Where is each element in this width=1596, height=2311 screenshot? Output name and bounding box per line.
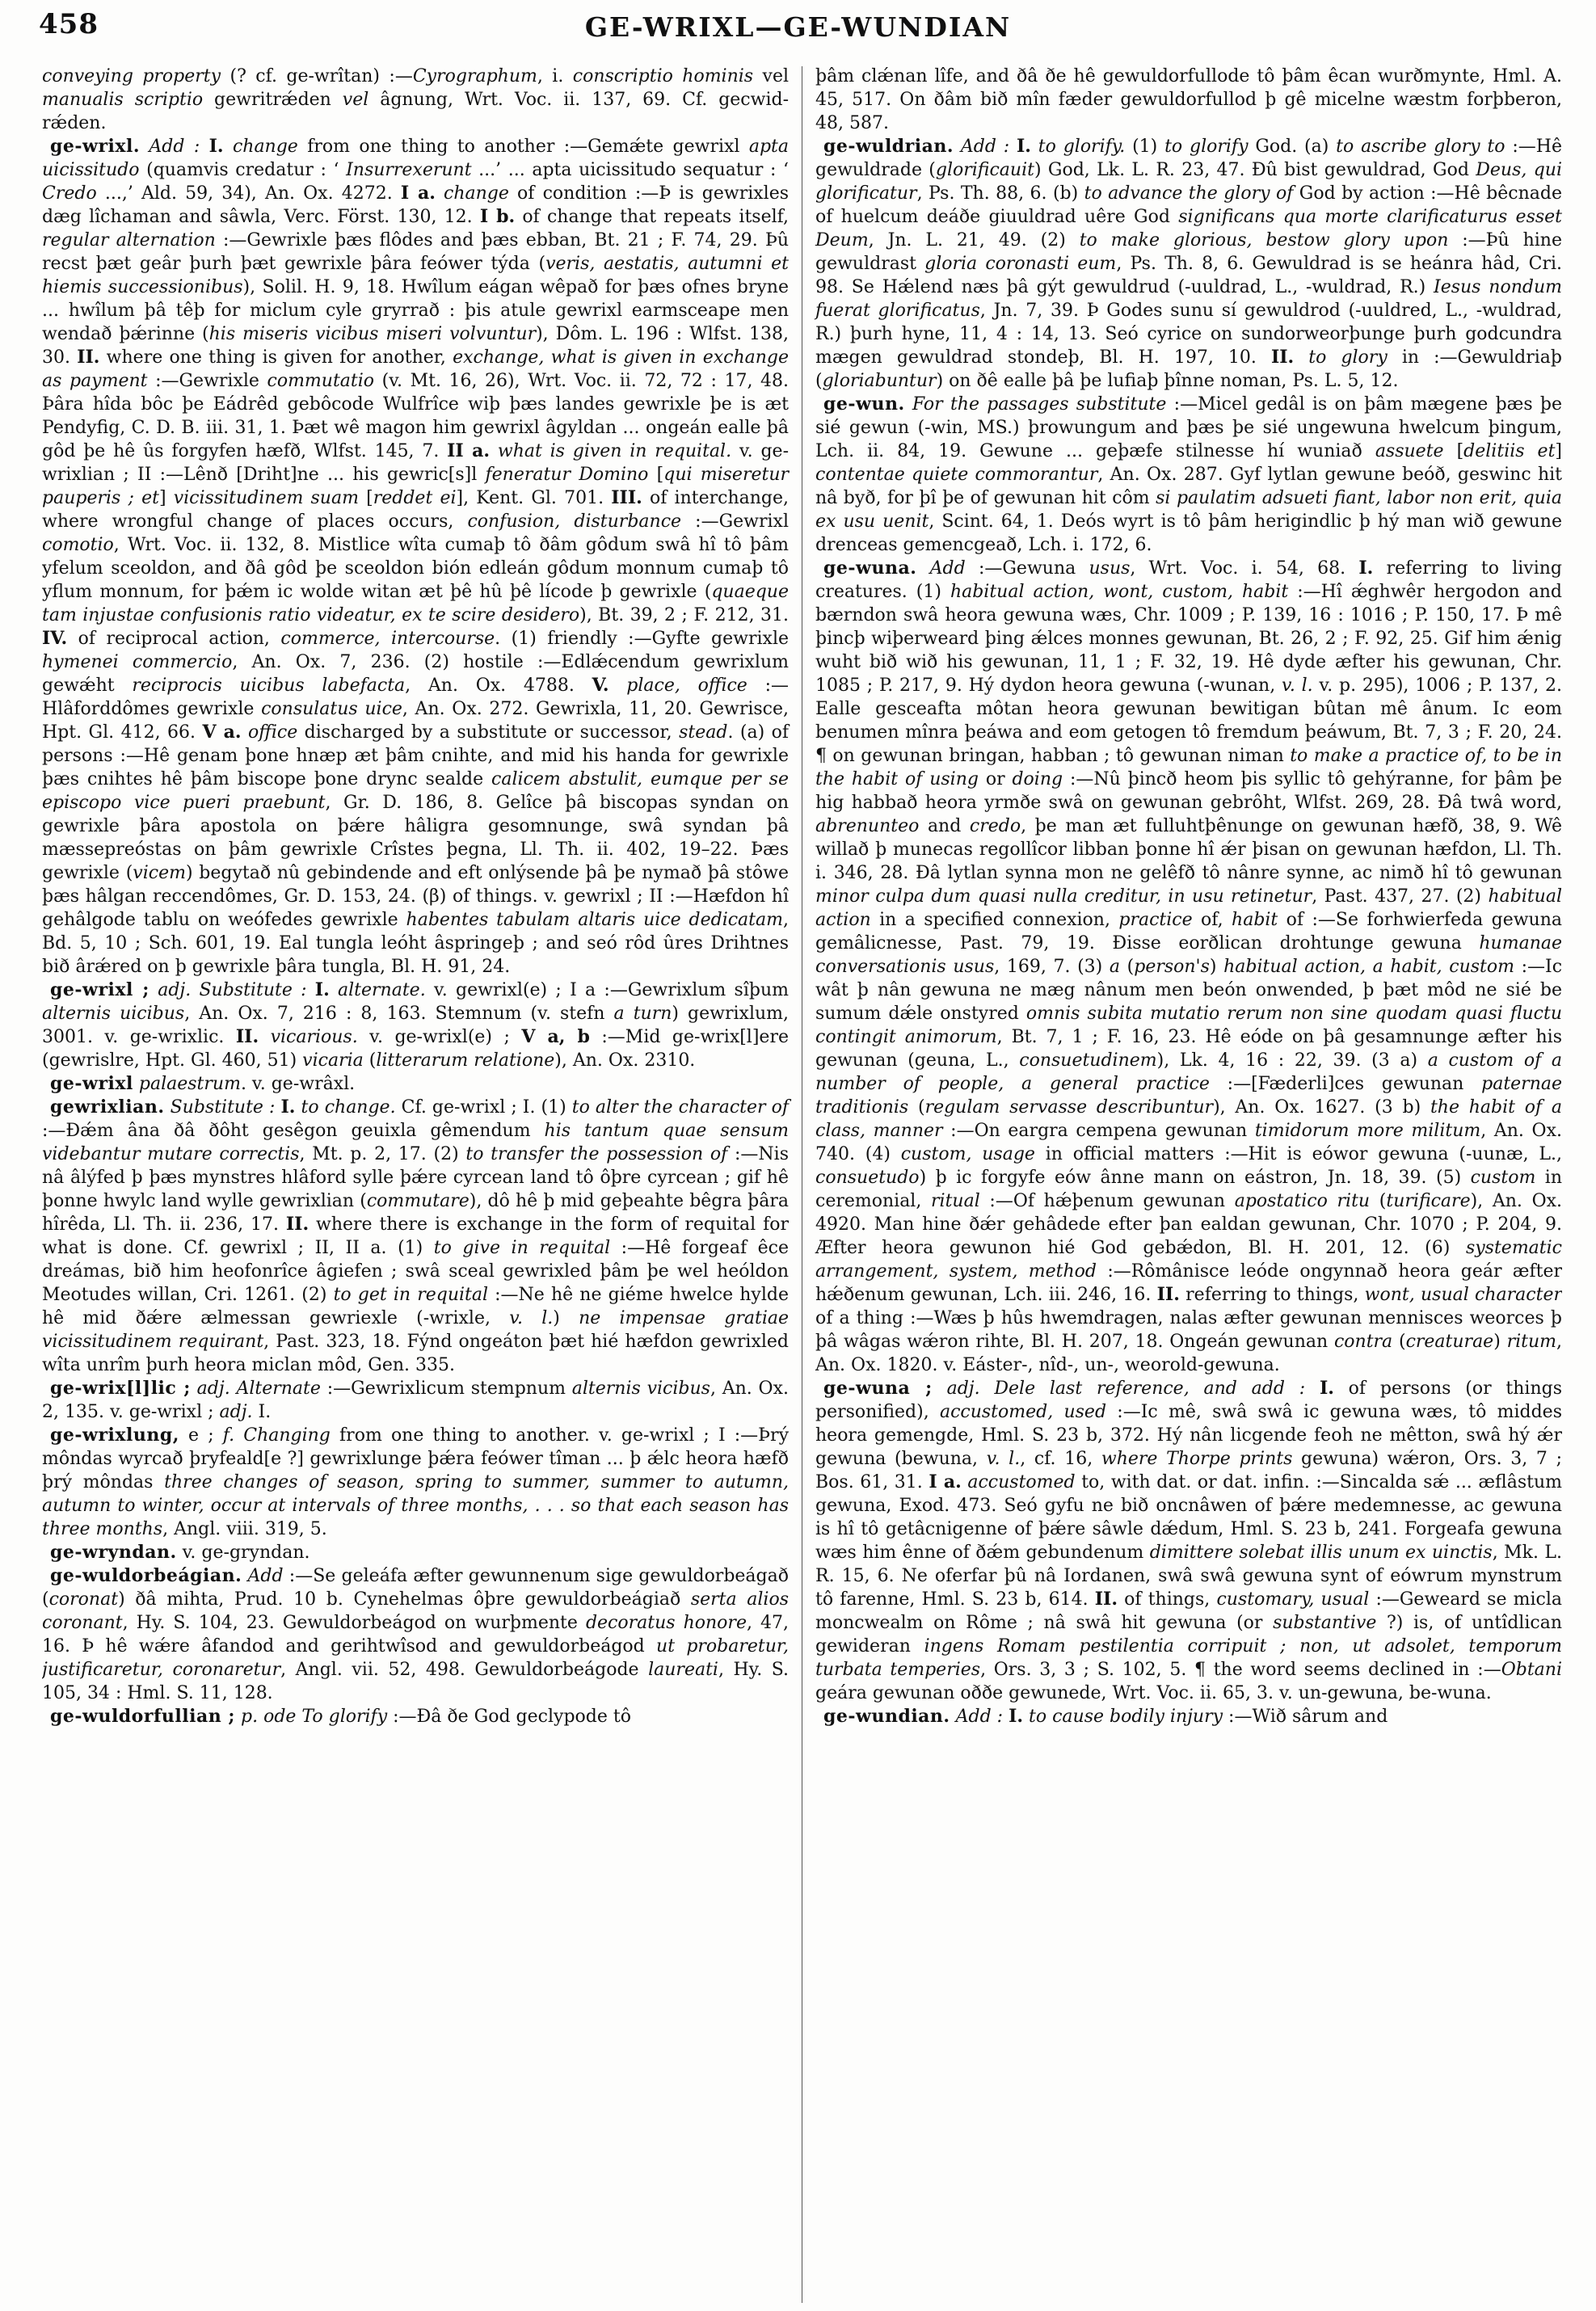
text-block [42,65,1562,2303]
entry-headword: ge-wuldorfullian ; [50,1706,236,1727]
entry-body: Substitute : I. to change. Cf. ge-wrixl ; I. (1) to alter the character of :—Ðǽm âna ðâ ðôht gesêgon geuixla gêmendum his tantum quae sensum videbantur mutare correctis, Mt. p. 2, 17. (2) to transfer the possession of :—Nis nâ âlýfed þ þæs mynstres hlâford sylle þǽre cyrcean land tô ôþre cyrcean ; gif hê þonne hwylc land wylle gewrixlian (commutare), dô hê þ mid geþeahte bêgra þâra hîrêda, Ll. Th. ii. 236, 17. II. where there is exchange in the form of requital for what is done. Cf. gewrixl ; II, II a. (1) to give in requital :—Hê forgeaf êce dreámas, bið him heofonrîce âgiefen ; swâ sceal gewrixled þâm þe wel heóldon Meotudes willan, Cri. 1261. (2) to get in requital :—Ne hê ne giéme hwelce hylde hê mid ðǽre ælmessan gewriexle (-wrixle, v. l.) ne impensae gratiae vicissitudinem requirant, Past. 323, 18. Fýnd ongeáton þæt hié hæfdon gewrixled wîta unrîm þurh heora miclan môd, Gen. 335. [42,1097,790,1375]
dictionary-entry [815,1705,1562,1728]
entry-headword: gewrixlian. [50,1097,165,1118]
entry-body: adj. Dele last reference, and add : I. of persons (or things personified), accustomed, used :—Ic mê, swâ swâ ic gewuna wæs, tô middes heora gemengde, Hml. S. 23 b, 372. Hý nân licgende feoh ne mêtton, swâ hý ǽr gewuna (bewuna, v. l., cf. 16, where Thorpe prints gewuna) wǽron, Ors. 3, 7 ; Bos. 61, 31. I a. accustomed to, with dat. or dat. infin. :—Sincalda sǽ ... æflâstum gewuna, Exod. 473. Seó gyfu ne bið oncnâwen of þǽre medemnesse, ac gewuna is hî tô getâcnigenne of þǽre sâwle dǽdum, Hml. S. 23 b, 241. Forgeafa gewuna wæs him ênne of ðǽm gebundenum dimittere solebat illis unum ex uinctis, Mk. L. R. 15, 6. Ne oferfar þû nâ Iordanen, swâ swâ gewuna synt of eówrum mynstrum tô farenne, Hml. S. 23 b, 614. II. of things, customary, usual :—Geweard se micla moncwealm on Rôme ; nâ swâ hit gewuna (or substantive ?) is, of untîdlican gewideran ingens Romam pestilentia corripuit ; non, ut adsolet, temporum turbata temperies, Ors. 3, 3 ; S. 102, 5. ¶ the word seems declined in :—Obtani geára gewunan oððe gewunede, Wrt. Voc. ii. 65, 3. v. un-gewuna, be-wuna. [815,1378,1562,1703]
entry-headword: ge-wuldrian. [823,136,954,157]
entry-body: adj. Substitute : I. alternate. v. gewrixl(e) ; I a :—Gewrixlum sîþum alternis uicibus, An. Ox. 7, 216 : 8, 163. Stemnum (v. stefn a turn) gewrixlum, 3001. v. ge-wrixlic. II. vicarious. v. ge-wrixl(e) ; V a, b :—Mid ge-wrix[l]ere (gewrislre, Hpt. Gl. 460, 51) vicaria (litterarum relatione), An. Ox. 2310. [42,979,790,1071]
dictionary-entry [42,135,789,979]
dictionary-entry [42,1377,789,1424]
running-title: GE-WRIXL—GE-WUNDIAN [584,11,1012,43]
entry-headword: ge-wrixl ; [50,979,149,1000]
entry-headword: ge-wuna. [823,558,917,579]
entry-continuation [42,65,789,135]
entry-body: e ; f. Changing from one thing to another. v. ge-wrixl ; I :—Þrý môndas wyrcað þryfeald[e ?] gewrixlunge þǽra feówer tîman ... þ ǽlc heora hæfð þrý môndas three changes of season, spring to summer, summer to autumn, autumn to winter, occur at intervals of three months, . . . so that each season has three months, Angl. viii. 319, 5. [42,1425,789,1539]
entry-body: Add : I. change from one thing to another :—Gemǽte gewrixl apta uicissitudo (quamvis credatur : ‘ Insurrexerunt ...’ ... apta uicissitudo sequatur : ‘ Credo ...,’ Ald. 59, 34), An. Ox. 4272. I a. change of condition :—Þ is gewrixles dæg lîchaman and sâwla, Verc. Först. 130, 12. I b. of change that repeats itself, regular alternation :—Gewrixle þæs flôdes and þæs ebban, Bt. 21 ; F. 74, 29. Þû recst þæt geâr þurh þæt gewrixle þâra feówer týda (veris, aestatis, autumni et hiemis successionibus), Solil. H. 9, 18. Hwîlum eágan wêpað for þæs ofnes bryne ... hwîlum þâ têþ for miclum cyle gryrrað : þis atule gewrixl earmsceape men wendað þǽrinne (his miseris vicibus miseri volvuntur), Dôm. L. 196 : Wlfst. 138, 30. II. where one thing is given for another, exchange, what is given in exchange as payment :—Gewrixle commutatio (v. Mt. 16, 26), Wrt. Voc. ii. 72, 72 : 17, 48. Þâra hîda bôc þe Eádrêd gebôcode Wulfrîce wiþ þæs landes gewrixle þe is æt Pendyfig, C. D. B. iii. 31, 1. Þæt wê magon him gewrixl âgyldan ... ongeán ealle þâ gôd þe hê ûs forgyfen hæfð, Wlfst. 145, 7. II a. what is given in requital. v. ge-wrixlian ; II :—Lênð [Driht]ne ... his gewric[s]l feneratur Domino [qui miseretur pauperis ; et] vicissitudinem suam [reddet ei], Kent. Gl. 701. III. of interchange, where wrongful change of places occurs, confusion, disturbance :—Gewrixl comotio, Wrt. Voc. ii. 132, 8. Mistlice wîta cumaþ tô ðâm gôdum swâ hî tô þâm yfelum sceoldon, and ðâ gôd þe sceoldon bión edleán gôdum monnum cumaþ tô yflum monnum, for þǽm ic wolde witan æt þê hû þê lícode þ gewrixle (quaeque tam injustae confusionis ratio videatur, ex te scire desidero), Bt. 39, 2 ; F. 212, 31. IV. of reciprocal action, commerce, intercourse. (1) friendly :—Gyfte gewrixle hymenei commercio, An. Ox. 7, 236. (2) hostile :—Edlǽcendum gewrixlum gewǽht reciprocis uicibus labefacta, An. Ox. 4788. V. place, office :—Hlâforddômes gewrixle consulatus uice, An. Ox. 272. Gewrixla, 11, 20. Gewrisce, Hpt. Gl. 412, 66. V a. office discharged by a substitute or successor, stead. (a) of persons :—Hê genam þone hnæp æt þâm cnihte, and mid his handa for gewrixle þæs cnihtes hê þâm biscope þone drync sealde calicem abstulit, eumque per se episcopo vice pueri praebunt, Gr. D. 186, 8. Gelîce þâ biscopas syndan on gewrixle þâra apostola on þǽre hâligra gesomnunge, swâ syndan þâ mæssepreóstas on þâm gewrixle Crîstes þegna, Ll. Th. ii. 402, 19–22. Þæs gewrixle (vicem) begytað nû gebindende and eft onlýsende þâ þe nymað þâ stôwe þæs hâlgan reccendômes, Gr. D. 153, 24. (β) of things. v. gewrixl ; II :—Hæfdon hî gehâlgode tablu on weófedes gewrixle habentes tabulam altaris uice dedicatam, Bd. 5, 10 ; Sch. 601, 19. Eal tungla leóht âspringeþ ; and seó rôd ûres Drihtnes bið ârǽred on þ gewrixle þâra tungla, Bl. H. 91, 24. [42,136,790,977]
column-right [802,65,1562,2303]
entry-body: Add : I. to cause bodily injury :—Wið sârum and [955,1706,1388,1727]
entry-body: adj. Alternate :—Gewrixlicum stempnum alternis vicibus, An. Ox. 2, 135. v. ge-wrixl ; adj. I. [42,1379,789,1422]
entry-headword: ge-wuldorbeágian. [50,1565,242,1586]
entry-headword: ge-wrix[l]lic ; [50,1378,191,1399]
entry-body: Add :—Se geleáfa æfter gewunnenum sige gewuldorbeágað (coronat) ðâ mihta, Prud. 10 b. Cynehelmas ôþre gewuldorbeágiað serta alios coronant, Hy. S. 104, 23. Gewuldorbeágod on wurþmente decoratus honore, 47, 16. Þ hê wǽre âfandod and gerihtwîsod and gewuldorbeágod ut probaretur, justificaretur, coronaretur, Angl. vii. 52, 498. Gewuldorbeágode laureati, Hy. S. 105, 34 : Hml. S. 11, 128. [42,1566,790,1703]
entry-body: Add : I. to glorify. (1) to glorify God. (a) to ascribe glory to :—Hê gewuldrade (glorificauit) God, Lk. L. R. 23, 47. Ðû bist gewuldrad, God Deus, qui glorificatur, Ps. Th. 88, 6. (b) to advance the glory of God by action :—Hê bêcnade of huelcum deáðe giuuldrad uêre God significans qua morte clarificaturus esset Deum, Jn. L. 21, 49. (2) to make glorious, bestow glory upon :—Þû hine gewuldrast gloria coronasti eum, Ps. Th. 8, 6. Gewuldrad is se heánra hâd, Cri. 98. Se Hǽlend næs þâ gýt gewuldrud (-uuldrad, L., -wuldrad, R.) Iesus nondum fuerat glorificatus, Jn. 7, 39. Þ Godes sunu sí gewuldrod (-uuldred, L., -wuldrad, R.) þurh hyne, 11, 4 : 14, 13. Seó cyrice on sundorweorþunge þurh godcundra mægen gewuldrad stondeþ, Bl. H. 197, 10. II. to glory in :—Gewuldriaþ (gloriabuntur) on ðê ealle þâ þe lufiaþ þînne noman, Ps. L. 5, 12. [815,136,1562,391]
dictionary-entry [42,1072,789,1096]
entry-headword: ge-wryndan. [50,1542,177,1563]
entry-continuation [815,65,1562,135]
entry-headword: ge-wrixl. [50,136,141,157]
entry-headword: ge-wun. [823,394,905,415]
dictionary-entry [42,1564,789,1705]
entry-body: p. ode To glorify :—Ðâ ðe God geclypode tô [241,1707,631,1727]
entry-headword: ge-wrixl [50,1073,133,1094]
entry-body: þâm clǽnan lîfe, and ðâ ðe hê gewuldorfullode tô þâm êcan wurðmynte, Hml. A. 45, 517. On ðâm bið mîn fæder gewuldorfullod þ gê micelne wæstm forþberon, 48, 587. [815,66,1562,133]
entry-body: conveying property (? cf. ge-wrîtan) :—Cyrographum, i. conscriptio hominis vel manualis scriptio gewritrǽden vel âgnung, Wrt. Voc. ii. 137, 69. Cf. gecwid-rǽden. [42,66,790,133]
dictionary-entry [42,1424,789,1541]
page-header [39,5,1557,53]
entry-headword: ge-wundian. [823,1706,950,1727]
dictionary-entry [815,135,1562,393]
entry-body: palaestrum. v. ge-wrâxl. [138,1074,356,1094]
dictionary-entry [815,557,1562,1377]
dictionary-entry [42,1705,789,1728]
entry-body: Add :—Gewuna usus, Wrt. Voc. i. 54, 68. I. referring to living creatures. (1) habitual action, wont, custom, habit :—Hî ǽghwêr hergodon and bærndon swâ heora gewuna wæs, Chr. 1009 ; P. 139, 16 : 1016 ; P. 150, 17. Þ mê þincþ wiþerweard þing ǽlces monnes gewunan, Bt. 26, 2 ; F. 92, 25. Gif him ǽnig wuht bið wið his gewunan, 11, 1 ; F. 32, 19. Hê dyde æfter his gewunan, Chr. 1085 ; P. 217, 9. Hý dydon heora gewuna (-wunan, v. l. v. p. 295), 1006 ; P. 137, 2. Ealle gesceafta môtan heora gewunan bewitigan bûtan mê ânum. Ic eom benumen mînra þeáwa and eom getogen tô fremdum þeáwum, Bt. 7, 3 ; F. 20, 24. ¶ on gewunan bringan, habban ; tô gewunan niman to make a practice of, to be in the habit of using or doing :—Nû þincð heom þis syllic tô gehýranne, for þâm þe hig habbað heora yrmðe swâ on gewunan gebrôht, Wlfst. 269, 28. Ðâ twâ word, abrenunteo and credo, þe man æt fulluhtþênunge on gewunan hæfð, 38, 9. Wê willað þ munecas regollîcor libban þonne hî ǽr þisan on gewunan hæfdon, Ll. Th. i. 346, 28. Ðâ lytlan synna mon ne gelêfð tô nânre synne, ac nimð hî tô gewunan minor culpa dum quasi nulla creditur, in usu retinetur, Past. 437, 27. (2) habitual action in a specified connexion, practice of, habit of :—Se forhwierfeda gewuna gemâlicnesse, Past. 79, 19. Ðisse eorðlican drohtunge gewuna humanae conversationis usus, 169, 7. (3) a (person's) habitual action, a habit, custom :—Ic wât þ nân gewuna ne mæg nânum men beón onwended, þ þæt môd ne sié be sumum dǽle onstyred omnis subita mutatio rerum non sine quodam quasi fluctu contingit animorum, Bt. 7, 1 ; F. 16, 23. Hê eóde on þâ gesamnunge æfter his gewunan (geuna, L., consuetudinem), Lk. 4, 16 : 22, 39. (3 a) a custom of a number of people, a general practice :—[Fæderli]ces gewunan paternae traditionis (regulam servasse describuntur), An. Ox. 1627. (3 b) the habit of a class, manner :—On eargra cempena gewunan timidorum more militum, An. Ox. 740. (4) custom, usage in official matters :—Hit is eówor gewuna (-uunæ, L., consuetudo) þ ic forgyfe eów ânne mann on eástron, Jn. 18, 39. (5) custom in ceremonial, ritual :—Of hǽþenum gewunan apostatico ritu (turificare), An. Ox. 4920. Man hine ðǽr gehâdede efter þan ealdan gewunan, Chr. 1070 ; P. 204, 9. Æfter heora gewunon hié God gebǽdon, Bl. H. 201, 12. (6) systematic arrangement, system, method :—Rômânisce leóde ongynnað heora geár æfter hǽðenum gewunan, Lch. iii. 246, 16. II. referring to things, wont, usual character of a thing :—Wæs þ hûs hwemdragen, nalas æfter gewunan mennisces weorces þ þâ wâgas wǽron rihte, Bl. H. 207, 18. Ongeán gewunan contra (creaturae) ritum, An. Ox. 1820. v. Eáster-, nîd-, un-, weorold-gewuna. [815,558,1562,1375]
dictionary-entry [42,1541,789,1564]
dictionary-entry [42,1096,789,1377]
dictionary-entry [42,979,789,1072]
entry-body: v. ge-gryndan. [176,1543,310,1563]
entry-headword: ge-wuna ; [823,1378,933,1399]
dictionary-entry [815,393,1562,557]
entry-body: For the passages substitute :—Micel gedâl is on þâm mægene þæs þe sié gewun (-win, MS.) þrowungum and þæs þe sié ungewuna hwelcum þingum, Lch. ii. 84, 19. Gewune ... geþæfe stilnesse hí wuniað assuete [delitiis et] contentae quiete commorantur, An. Ox. 287. Gyf lytlan gewune beóð, geswinc hit nâ byð, for þî þe of gewunan hit côm si paulatim adsueti fiant, labor non erit, quia ex usu uenit, Scint. 64, 1. Deós wyrt is tô þâm herigindlic þ hý man wið gewune drenceas gemencgeað, Lch. i. 172, 6. [815,394,1562,555]
column-left [42,65,802,2303]
entry-headword: ge-wrixlung, [50,1425,179,1446]
page-number: 458 [39,8,99,40]
dictionary-entry [815,1377,1562,1705]
